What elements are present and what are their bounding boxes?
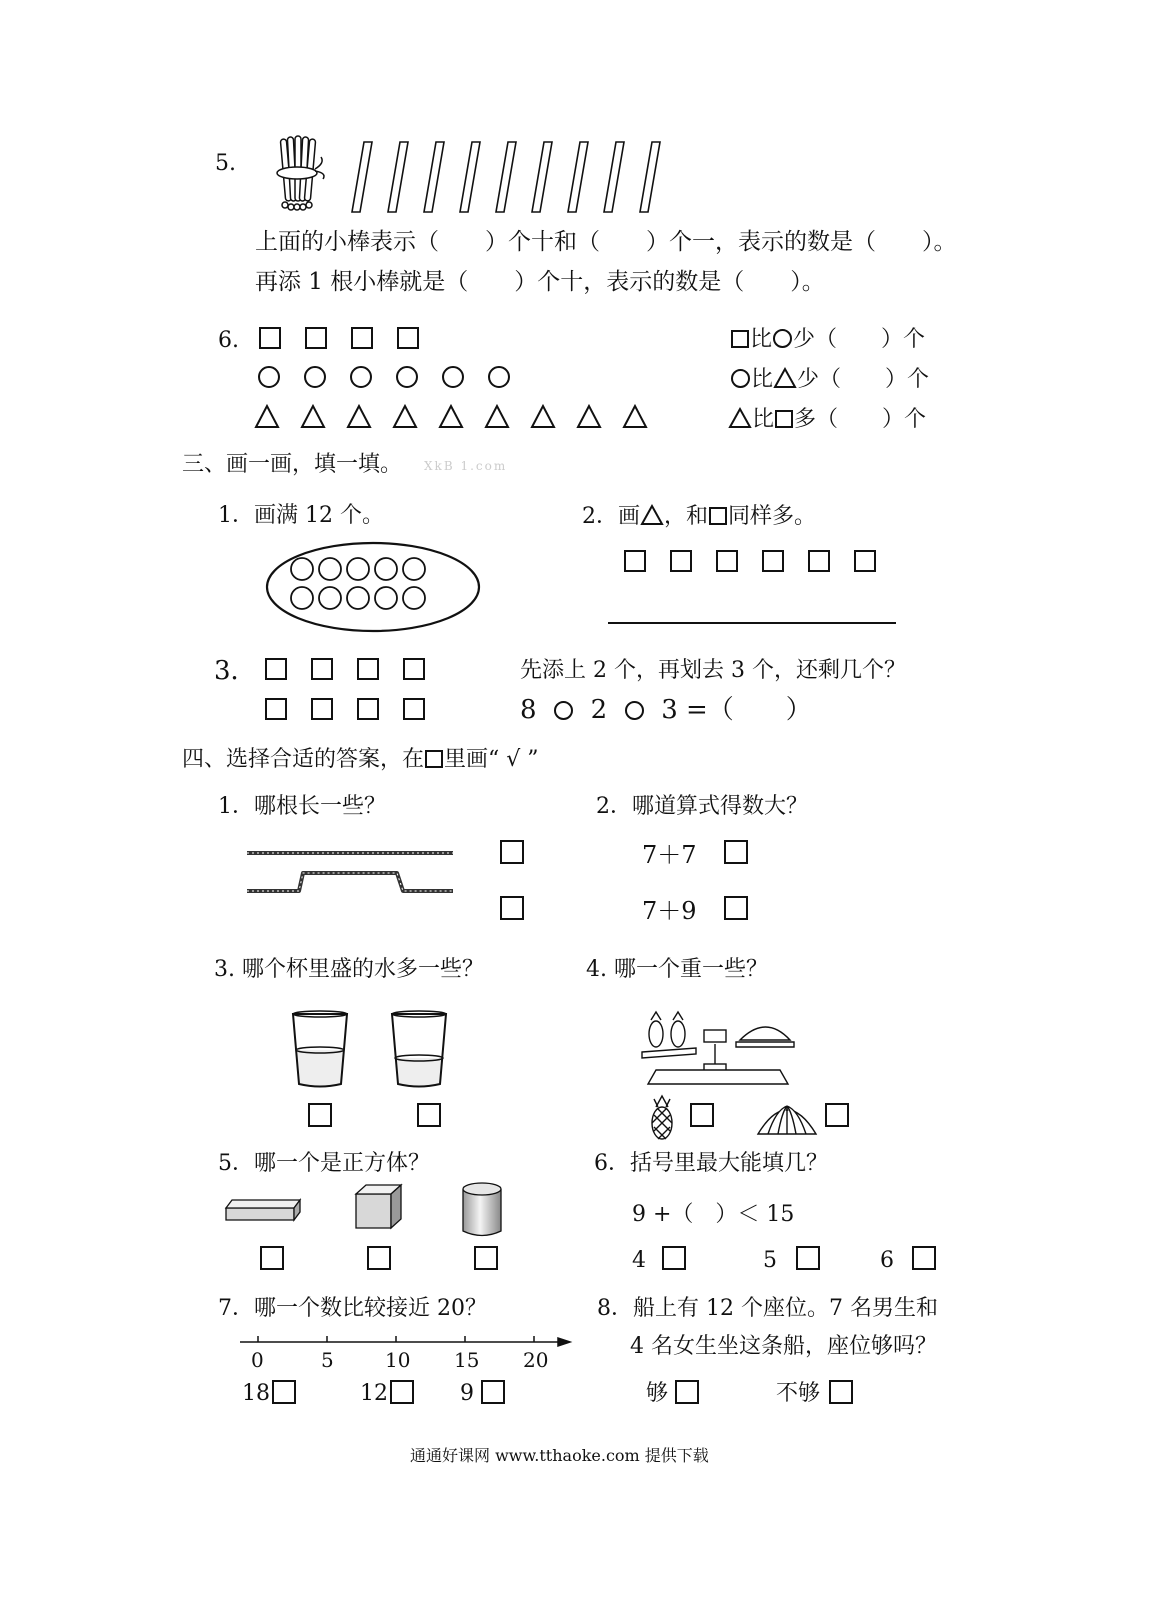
s4-q6-option-label: 5 [763, 1248, 777, 1273]
circle-shape [304, 366, 326, 388]
two-ropes-image [245, 845, 457, 897]
q6-number: 6. [218, 328, 239, 353]
s4-q8-line1: 8．船上有 12 个座位。7 名男生和 [597, 1296, 938, 1321]
answer-checkbox[interactable] [417, 1103, 441, 1127]
number-line-tick: 10 [385, 1348, 411, 1372]
s4-q1: 1．哪根长一些？ [218, 794, 386, 819]
s4-q8-option-label: 够 [646, 1381, 669, 1406]
s3-q3-text: 先添上 2 个，再划去 3 个，还剩几个？ [520, 658, 906, 683]
square-shape [670, 550, 692, 572]
s4-q8-option-label: 不够 [776, 1381, 821, 1406]
square-shape [854, 550, 876, 572]
circle-shape [350, 366, 372, 388]
s4-q6-equation: 9 +（ ）＜ 15 [632, 1202, 795, 1227]
operator-circle[interactable] [554, 701, 573, 720]
answer-checkbox[interactable] [367, 1246, 391, 1270]
single-sticks-icon [350, 140, 660, 215]
square-icon [425, 750, 443, 768]
s3-q2: 2．画 ，和 同样多。 [582, 504, 817, 529]
cup-icon [390, 1010, 450, 1090]
q6-compare-2: 比 少（ ）个 [730, 368, 929, 391]
square-shape [265, 658, 287, 680]
s4-q2-option-2: 7＋9 [642, 897, 697, 925]
square-shape [311, 658, 333, 680]
s4-q4: 4. 哪一个重一些？ [586, 957, 768, 982]
q6-compare-3: 比 多（ ）个 [728, 408, 926, 431]
s4-q6: 6．括号里最大能填几？ [594, 1151, 828, 1176]
answer-checkbox[interactable] [690, 1103, 714, 1127]
operator-circle[interactable] [625, 701, 644, 720]
s3-q3-equation: 8 2 3 =（ ） [520, 695, 812, 725]
answer-checkbox[interactable] [825, 1103, 849, 1127]
number-line-tick: 20 [523, 1348, 549, 1372]
square-icon [731, 330, 749, 348]
footer-text: 通通好课网 www.tthaoke.com 提供下载 [410, 1446, 709, 1465]
square-shape [265, 698, 287, 720]
circle-shape [488, 366, 510, 388]
s4-q7: 7．哪一个数比较接近 20？ [218, 1296, 487, 1321]
q5-number: 5. [215, 151, 236, 176]
section-3-title: 三、画一画，填一填。 [182, 452, 403, 477]
answer-checkbox[interactable] [308, 1103, 332, 1127]
oval-with-circles [264, 540, 484, 635]
pumpkin-icon [756, 1100, 818, 1136]
triangle-icon [774, 368, 796, 388]
answer-checkbox[interactable] [500, 896, 524, 920]
number-line-tick: 5 [321, 1348, 334, 1372]
square-icon [775, 410, 793, 428]
square-shape [357, 698, 379, 720]
square-icon [709, 507, 727, 525]
s4-q8-line2: 4 名女生坐这条船，座位够吗？ [630, 1334, 937, 1359]
answer-checkbox[interactable] [912, 1246, 936, 1270]
answer-checkbox[interactable] [500, 840, 524, 864]
answer-line [608, 622, 896, 624]
s4-q2-option-1: 7＋7 [642, 841, 697, 869]
cube-icon [355, 1184, 403, 1230]
circle-icon [773, 329, 792, 348]
triangle-icon [641, 505, 663, 525]
answer-checkbox[interactable] [481, 1380, 505, 1404]
square-shape [403, 658, 425, 680]
s4-q3: 3. 哪个杯里盛的水多一些？ [214, 957, 484, 982]
square-shape [351, 327, 373, 349]
square-shape [716, 550, 738, 572]
s4-q2: 2．哪道算式得数大？ [596, 794, 808, 819]
number-line-tick: 15 [454, 1348, 480, 1372]
answer-checkbox[interactable] [474, 1246, 498, 1270]
square-shape [311, 698, 333, 720]
section-4-title: 四、选择合适的答案，在 里画“ √ ” [182, 747, 539, 772]
answer-checkbox[interactable] [272, 1380, 296, 1404]
s4-q6-option-label: 6 [880, 1248, 894, 1273]
square-shape [808, 550, 830, 572]
answer-checkbox[interactable] [796, 1246, 820, 1270]
answer-checkbox[interactable] [724, 840, 748, 864]
q5-line2: 再添 1 根小棒就是（ ）个十，表示的数是（ ）。 [255, 269, 825, 295]
balance-scale-image [638, 1010, 798, 1090]
s4-q6-option-label: 4 [632, 1248, 646, 1273]
square-shape [305, 327, 327, 349]
square-shape [397, 327, 419, 349]
number-line-tick: 0 [251, 1348, 264, 1372]
s4-q7-option-label: 18 [242, 1381, 270, 1406]
cylinder-icon [461, 1182, 503, 1238]
triangle-row [255, 404, 655, 430]
answer-checkbox[interactable] [662, 1246, 686, 1270]
answer-checkbox[interactable] [390, 1380, 414, 1404]
watermark: XkB 1.com [424, 459, 508, 473]
square-shape [403, 698, 425, 720]
s3-q3-number: 3． [214, 656, 257, 686]
answer-checkbox[interactable] [724, 896, 748, 920]
s4-q7-option-label: 9 [460, 1381, 474, 1406]
answer-checkbox[interactable] [675, 1380, 699, 1404]
answer-checkbox[interactable] [260, 1246, 284, 1270]
circle-icon [731, 369, 750, 388]
stick-bundle-icon [275, 133, 330, 213]
s4-q5: 5．哪一个是正方体？ [218, 1151, 430, 1176]
answer-checkbox[interactable] [829, 1380, 853, 1404]
square-shape [357, 658, 379, 680]
square-shape [259, 327, 281, 349]
triangle-icon [729, 408, 751, 428]
circle-shape [442, 366, 464, 388]
cup-icon [291, 1010, 351, 1090]
q5-line1: 上面的小棒表示（ ）个十和（ ）个一，表示的数是（ ）。 [255, 229, 957, 255]
circle-shape [396, 366, 418, 388]
s4-q7-option-label: 12 [360, 1381, 388, 1406]
pineapple-icon [648, 1095, 676, 1141]
s3-q1: 1．画满 12 个。 [218, 503, 384, 528]
cuboid-icon [224, 1198, 302, 1222]
square-shape [762, 550, 784, 572]
circle-shape [258, 366, 280, 388]
square-shape [624, 550, 646, 572]
q6-compare-1: 比 少（ ）个 [730, 329, 925, 351]
